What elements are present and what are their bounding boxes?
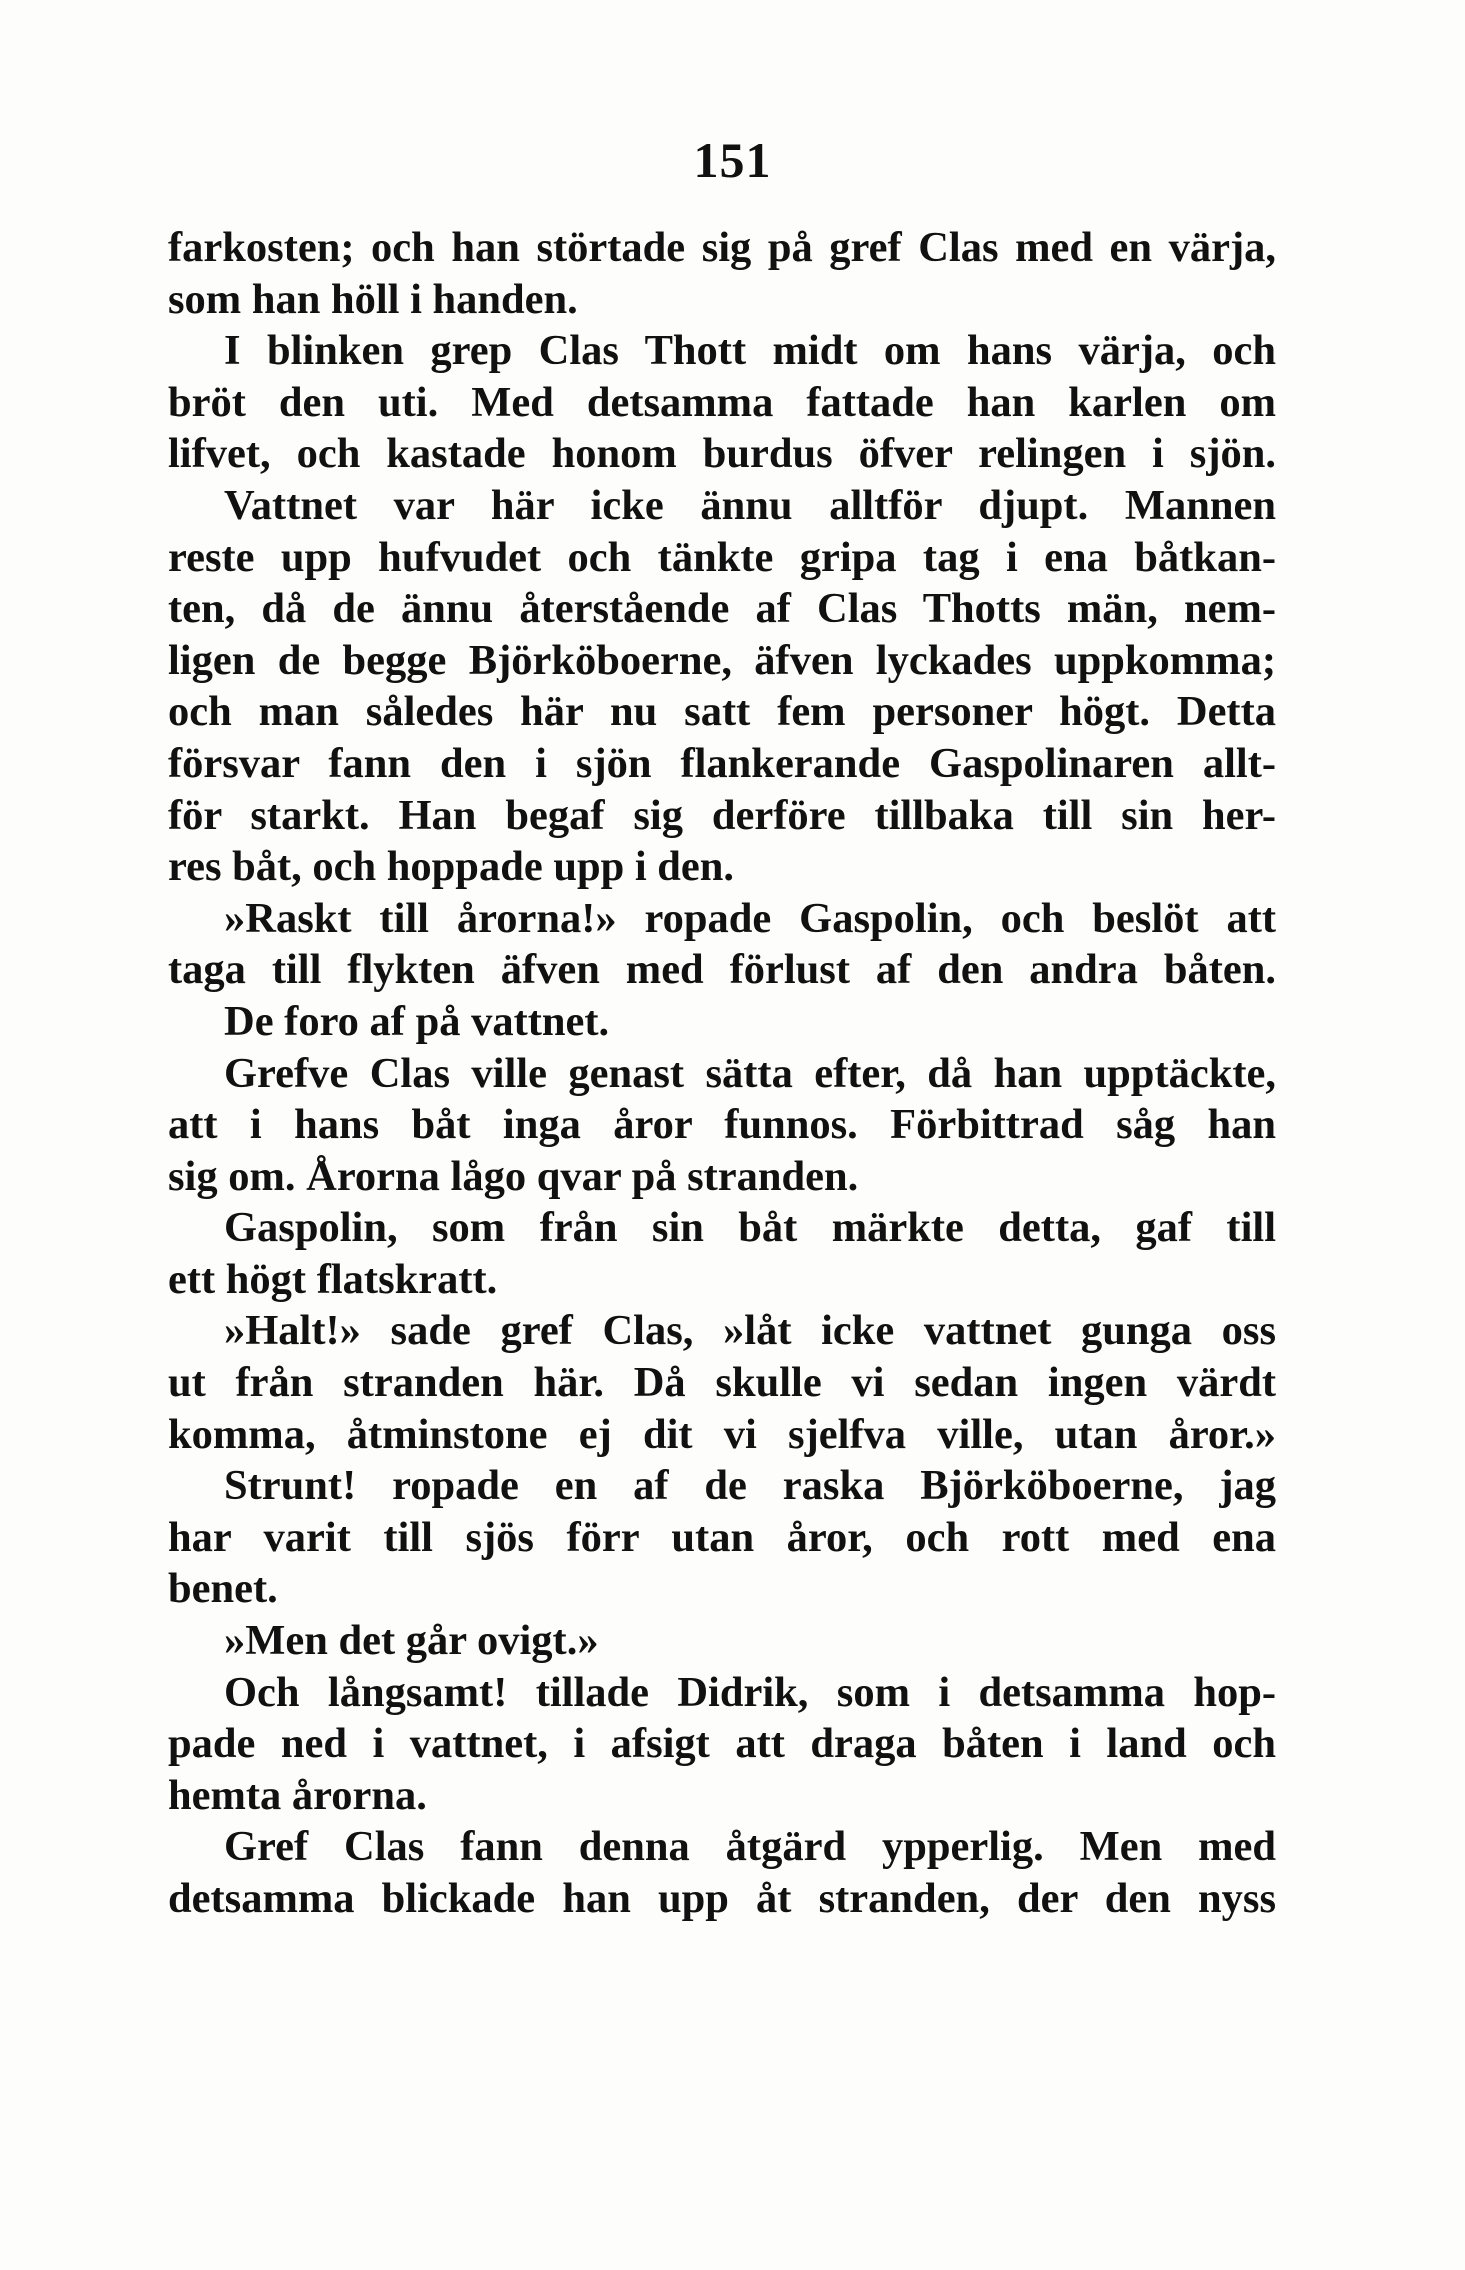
text-line: ett högt flatskratt. [168, 1255, 498, 1303]
text-line: Strunt! ropade en af de raska Björköboerne, jag [224, 1462, 1276, 1510]
body-text [168, 222, 1276, 1925]
text-line: Grefve Clas ville genast sätta efter, då han upptäckte, [224, 1049, 1276, 1097]
text-line: komma, åtminstone ej dit vi sjelfva ville, utan åror.» [168, 1410, 1276, 1458]
text-line: Vattnet var här icke ännu alltför djupt. Mannen [224, 481, 1276, 529]
page-number: 151 [693, 132, 772, 188]
text-line: för starkt. Han begaf sig derföre tillbaka till sin her- [168, 791, 1276, 839]
text-line: ten, då de ännu återstående af Clas Thotts män, nem- [168, 585, 1276, 633]
text-line: »Halt!» sade gref Clas, »låt icke vattnet gunga oss [224, 1307, 1276, 1355]
text-line: sig om. Årorna lågo qvar på stranden. [168, 1152, 859, 1200]
text-line: benet. [168, 1565, 278, 1613]
text-line: farkosten; och han störtade sig på gref Clas med en värja, [168, 224, 1276, 271]
text-line: har varit till sjös förr utan åror, och rott med ena [168, 1513, 1276, 1561]
text-line: »Men det går ovigt.» [224, 1617, 599, 1665]
text-line: I blinken grep Clas Thott midt om hans värja, och [224, 327, 1276, 375]
text-line: ut från stranden här. Då skulle vi sedan ingen värdt [168, 1359, 1276, 1407]
text-line: De foro af på vattnet. [224, 997, 610, 1045]
text-line: taga till flykten äfven med förlust af den andra båten. [168, 946, 1276, 994]
text-line: »Raskt till årorna!» ropade Gaspolin, och beslöt att [224, 894, 1276, 942]
text-line: som han höll i handen. [168, 275, 578, 323]
text-line: reste upp hufvudet och tänkte gripa tag i ena båtkan- [168, 533, 1276, 581]
text-line: och man således här nu satt fem personer högt. Detta [168, 688, 1276, 736]
text-line: lifvet, och kastade honom burdus öfver relingen i sjön. [168, 430, 1276, 478]
text-line: Och långsamt! tillade Didrik, som i detsamma hop- [224, 1668, 1276, 1716]
text-line: bröt den uti. Med detsamma fattade han karlen om [168, 378, 1276, 426]
text-line: Gaspolin, som från sin båt märkte detta, gaf till [224, 1204, 1276, 1252]
text-line: detsamma blickade han upp åt stranden, der den nyss [168, 1875, 1276, 1922]
text-line: Gref Clas fann denna åtgärd ypperlig. Men med [224, 1823, 1276, 1871]
text-line: ligen de begge Björköboerne, äfven lyckades uppkomma; [168, 636, 1276, 684]
text-line: hemta årorna. [168, 1771, 427, 1819]
text-line: försvar fann den i sjön flankerande Gaspolinaren allt- [168, 739, 1276, 787]
text-line: att i hans båt inga åror funnos. Förbittrad såg han [168, 1101, 1276, 1149]
text-line: res båt, och hoppade upp i den. [168, 843, 735, 891]
text-line: pade ned i vattnet, i afsigt att draga båten i land och [168, 1720, 1276, 1768]
